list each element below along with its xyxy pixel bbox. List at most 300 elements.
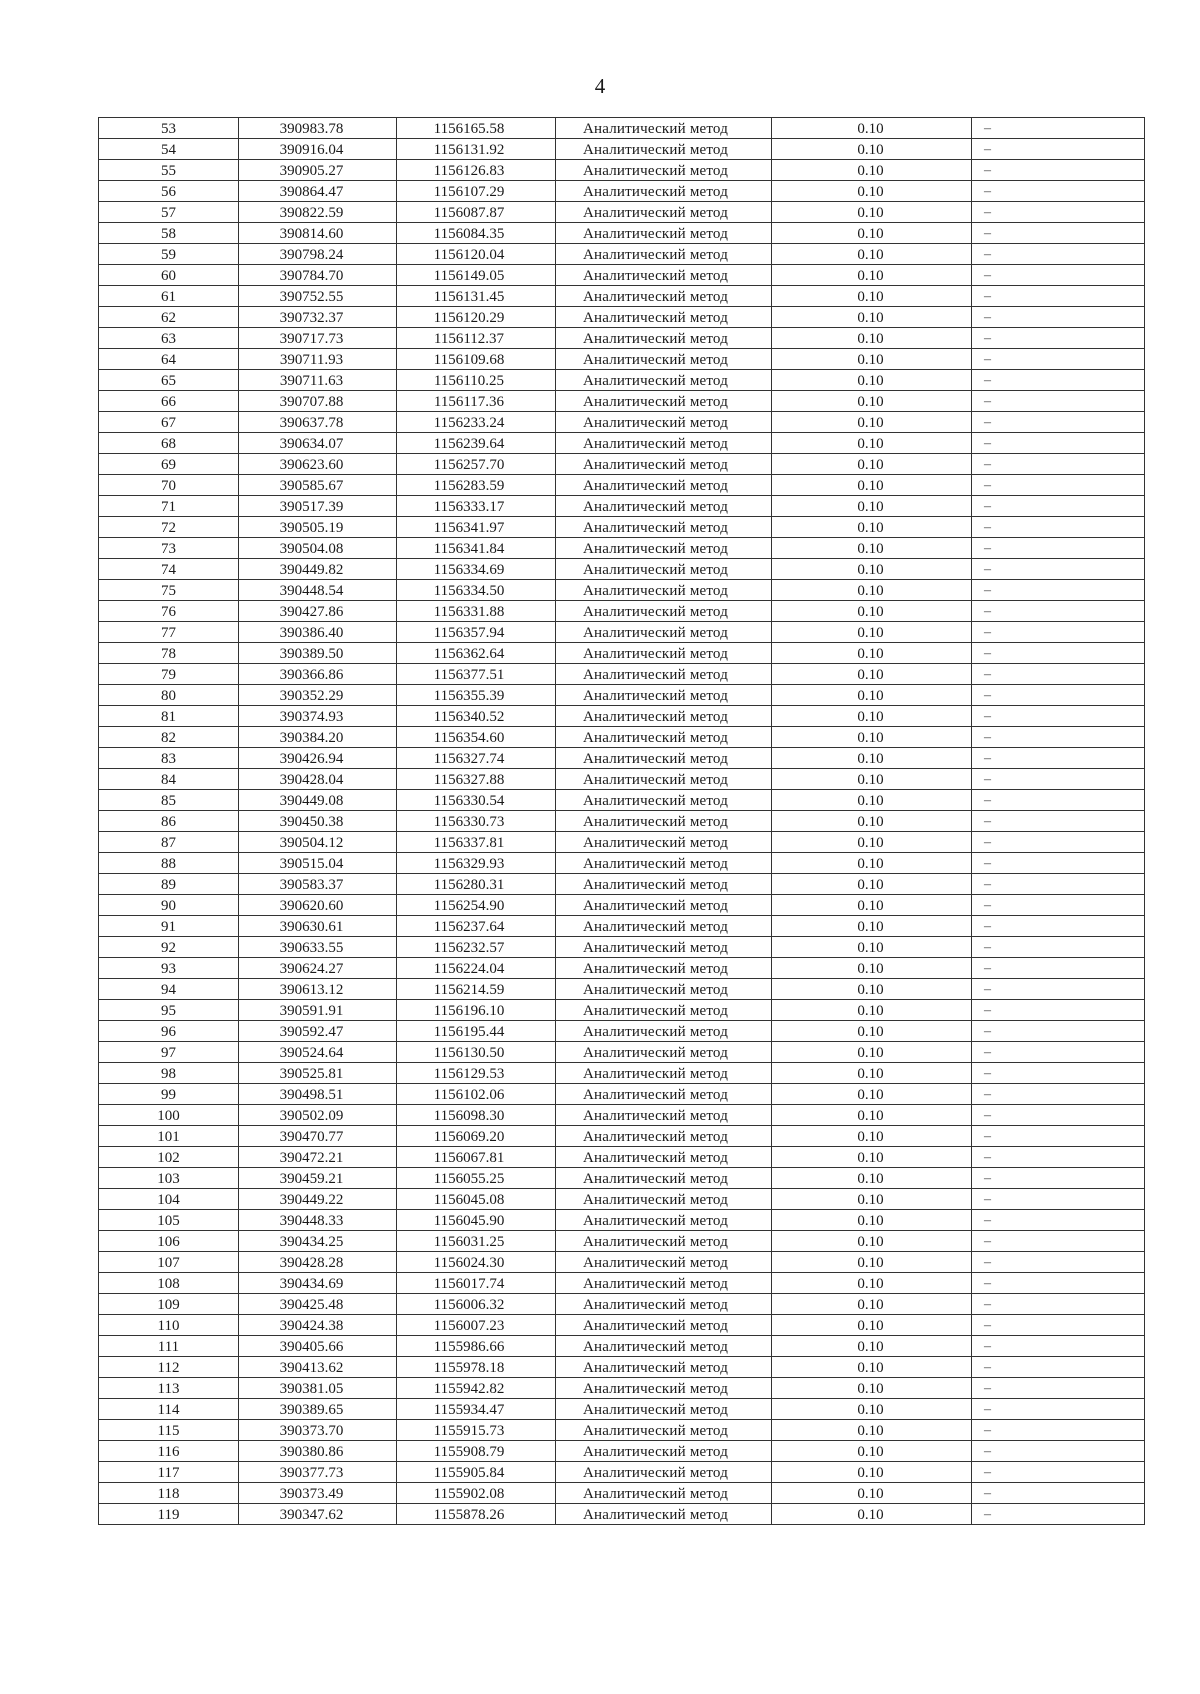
precision-cell: 0.10 — [772, 1273, 972, 1294]
table-row — [99, 517, 1145, 538]
method-cell: Аналитический метод — [556, 1126, 772, 1147]
method-cell: Аналитический метод — [556, 412, 772, 433]
point-number-cell: 75 — [99, 580, 239, 601]
note-cell: – — [972, 1168, 1145, 1189]
precision-cell: 0.10 — [772, 1462, 972, 1483]
point-number-cell: 84 — [99, 769, 239, 790]
x-coordinate-cell: 390366.86 — [239, 664, 397, 685]
note-cell: – — [972, 811, 1145, 832]
precision-cell: 0.10 — [772, 1441, 972, 1462]
method-cell: Аналитический метод — [556, 1294, 772, 1315]
note-cell: – — [972, 1252, 1145, 1273]
point-number-cell: 102 — [99, 1147, 239, 1168]
y-coordinate-cell: 1156067.81 — [397, 1147, 556, 1168]
table-row — [99, 181, 1145, 202]
note-cell: – — [972, 412, 1145, 433]
precision-cell: 0.10 — [772, 181, 972, 202]
method-cell: Аналитический метод — [556, 370, 772, 391]
x-coordinate-cell: 390449.82 — [239, 559, 397, 580]
point-number-cell: 56 — [99, 181, 239, 202]
table-row — [99, 685, 1145, 706]
y-coordinate-cell: 1155986.66 — [397, 1336, 556, 1357]
x-coordinate-cell: 390381.05 — [239, 1378, 397, 1399]
precision-cell: 0.10 — [772, 139, 972, 160]
table-row — [99, 958, 1145, 979]
point-number-cell: 57 — [99, 202, 239, 223]
point-number-cell: 81 — [99, 706, 239, 727]
x-coordinate-cell: 390634.07 — [239, 433, 397, 454]
table-row — [99, 937, 1145, 958]
method-cell: Аналитический метод — [556, 853, 772, 874]
y-coordinate-cell: 1156254.90 — [397, 895, 556, 916]
table-row — [99, 160, 1145, 181]
note-cell: – — [972, 433, 1145, 454]
precision-cell: 0.10 — [772, 244, 972, 265]
method-cell: Аналитический метод — [556, 181, 772, 202]
precision-cell: 0.10 — [772, 916, 972, 937]
method-cell: Аналитический метод — [556, 328, 772, 349]
method-cell: Аналитический метод — [556, 916, 772, 937]
point-number-cell: 79 — [99, 664, 239, 685]
note-cell: – — [972, 1399, 1145, 1420]
point-number-cell: 104 — [99, 1189, 239, 1210]
point-number-cell: 91 — [99, 916, 239, 937]
precision-cell: 0.10 — [772, 979, 972, 1000]
precision-cell: 0.10 — [772, 391, 972, 412]
table-row — [99, 1294, 1145, 1315]
table-row — [99, 706, 1145, 727]
x-coordinate-cell: 390814.60 — [239, 223, 397, 244]
point-number-cell: 69 — [99, 454, 239, 475]
point-number-cell: 107 — [99, 1252, 239, 1273]
precision-cell: 0.10 — [772, 1483, 972, 1504]
method-cell: Аналитический метод — [556, 622, 772, 643]
precision-cell: 0.10 — [772, 223, 972, 244]
note-cell: – — [972, 475, 1145, 496]
y-coordinate-cell: 1156232.57 — [397, 937, 556, 958]
y-coordinate-cell: 1155978.18 — [397, 1357, 556, 1378]
x-coordinate-cell: 390732.37 — [239, 307, 397, 328]
precision-cell: 0.10 — [772, 496, 972, 517]
y-coordinate-cell: 1156130.50 — [397, 1042, 556, 1063]
precision-cell: 0.10 — [772, 832, 972, 853]
precision-cell: 0.10 — [772, 643, 972, 664]
note-cell: – — [972, 979, 1145, 1000]
note-cell: – — [972, 580, 1145, 601]
x-coordinate-cell: 390613.12 — [239, 979, 397, 1000]
table-row — [99, 1063, 1145, 1084]
precision-cell: 0.10 — [772, 412, 972, 433]
precision-cell: 0.10 — [772, 370, 972, 391]
precision-cell: 0.10 — [772, 328, 972, 349]
point-number-cell: 61 — [99, 286, 239, 307]
precision-cell: 0.10 — [772, 748, 972, 769]
precision-cell: 0.10 — [772, 1042, 972, 1063]
method-cell: Аналитический метод — [556, 706, 772, 727]
note-cell: – — [972, 496, 1145, 517]
x-coordinate-cell: 390798.24 — [239, 244, 397, 265]
point-number-cell: 92 — [99, 937, 239, 958]
note-cell: – — [972, 727, 1145, 748]
note-cell: – — [972, 328, 1145, 349]
note-cell: – — [972, 874, 1145, 895]
table-row — [99, 118, 1145, 139]
table-row — [99, 1315, 1145, 1336]
y-coordinate-cell: 1155934.47 — [397, 1399, 556, 1420]
point-number-cell: 114 — [99, 1399, 239, 1420]
precision-cell: 0.10 — [772, 1126, 972, 1147]
point-number-cell: 82 — [99, 727, 239, 748]
y-coordinate-cell: 1156355.39 — [397, 685, 556, 706]
table-row — [99, 580, 1145, 601]
x-coordinate-cell: 390377.73 — [239, 1462, 397, 1483]
table-row — [99, 601, 1145, 622]
point-number-cell: 119 — [99, 1504, 239, 1525]
precision-cell: 0.10 — [772, 685, 972, 706]
method-cell: Аналитический метод — [556, 1462, 772, 1483]
method-cell: Аналитический метод — [556, 1420, 772, 1441]
y-coordinate-cell: 1156327.74 — [397, 748, 556, 769]
point-number-cell: 96 — [99, 1021, 239, 1042]
table-row — [99, 412, 1145, 433]
point-number-cell: 53 — [99, 118, 239, 139]
x-coordinate-cell: 390425.48 — [239, 1294, 397, 1315]
note-cell: – — [972, 1042, 1145, 1063]
note-cell: – — [972, 958, 1145, 979]
x-coordinate-cell: 390515.04 — [239, 853, 397, 874]
point-number-cell: 63 — [99, 328, 239, 349]
x-coordinate-cell: 390472.21 — [239, 1147, 397, 1168]
method-cell: Аналитический метод — [556, 475, 772, 496]
precision-cell: 0.10 — [772, 538, 972, 559]
y-coordinate-cell: 1156084.35 — [397, 223, 556, 244]
y-coordinate-cell: 1156117.36 — [397, 391, 556, 412]
method-cell: Аналитический метод — [556, 538, 772, 559]
y-coordinate-cell: 1155905.84 — [397, 1462, 556, 1483]
method-cell: Аналитический метод — [556, 685, 772, 706]
x-coordinate-cell: 390505.19 — [239, 517, 397, 538]
method-cell: Аналитический метод — [556, 811, 772, 832]
method-cell: Аналитический метод — [556, 1504, 772, 1525]
x-coordinate-cell: 390752.55 — [239, 286, 397, 307]
x-coordinate-cell: 390864.47 — [239, 181, 397, 202]
point-number-cell: 117 — [99, 1462, 239, 1483]
method-cell: Аналитический метод — [556, 286, 772, 307]
x-coordinate-cell: 390459.21 — [239, 1168, 397, 1189]
x-coordinate-cell: 390389.50 — [239, 643, 397, 664]
point-number-cell: 85 — [99, 790, 239, 811]
x-coordinate-cell: 390426.94 — [239, 748, 397, 769]
y-coordinate-cell: 1156330.73 — [397, 811, 556, 832]
point-number-cell: 68 — [99, 433, 239, 454]
x-coordinate-cell: 390637.78 — [239, 412, 397, 433]
y-coordinate-cell: 1156120.29 — [397, 307, 556, 328]
point-number-cell: 109 — [99, 1294, 239, 1315]
point-number-cell: 73 — [99, 538, 239, 559]
x-coordinate-cell: 390384.20 — [239, 727, 397, 748]
note-cell: – — [972, 937, 1145, 958]
method-cell: Аналитический метод — [556, 1063, 772, 1084]
method-cell: Аналитический метод — [556, 1021, 772, 1042]
table-row — [99, 643, 1145, 664]
table-row — [99, 139, 1145, 160]
point-number-cell: 66 — [99, 391, 239, 412]
method-cell: Аналитический метод — [556, 265, 772, 286]
method-cell: Аналитический метод — [556, 1084, 772, 1105]
y-coordinate-cell: 1156334.50 — [397, 580, 556, 601]
method-cell: Аналитический метод — [556, 832, 772, 853]
y-coordinate-cell: 1156341.97 — [397, 517, 556, 538]
x-coordinate-cell: 390524.64 — [239, 1042, 397, 1063]
method-cell: Аналитический метод — [556, 517, 772, 538]
method-cell: Аналитический метод — [556, 244, 772, 265]
y-coordinate-cell: 1156329.93 — [397, 853, 556, 874]
precision-cell: 0.10 — [772, 349, 972, 370]
point-number-cell: 62 — [99, 307, 239, 328]
y-coordinate-cell: 1156126.83 — [397, 160, 556, 181]
y-coordinate-cell: 1156341.84 — [397, 538, 556, 559]
x-coordinate-cell: 390424.38 — [239, 1315, 397, 1336]
table-row — [99, 328, 1145, 349]
x-coordinate-cell: 390448.54 — [239, 580, 397, 601]
note-cell: – — [972, 685, 1145, 706]
precision-cell: 0.10 — [772, 1378, 972, 1399]
precision-cell: 0.10 — [772, 559, 972, 580]
note-cell: – — [972, 1231, 1145, 1252]
method-cell: Аналитический метод — [556, 433, 772, 454]
method-cell: Аналитический метод — [556, 580, 772, 601]
method-cell: Аналитический метод — [556, 874, 772, 895]
point-number-cell: 88 — [99, 853, 239, 874]
method-cell: Аналитический метод — [556, 790, 772, 811]
method-cell: Аналитический метод — [556, 1252, 772, 1273]
point-number-cell: 115 — [99, 1420, 239, 1441]
point-number-cell: 80 — [99, 685, 239, 706]
note-cell: – — [972, 1441, 1145, 1462]
point-number-cell: 98 — [99, 1063, 239, 1084]
point-number-cell: 87 — [99, 832, 239, 853]
x-coordinate-cell: 390448.33 — [239, 1210, 397, 1231]
y-coordinate-cell: 1156331.88 — [397, 601, 556, 622]
table-body — [99, 118, 1145, 1525]
table-row — [99, 811, 1145, 832]
y-coordinate-cell: 1156257.70 — [397, 454, 556, 475]
method-cell: Аналитический метод — [556, 1105, 772, 1126]
note-cell: – — [972, 181, 1145, 202]
x-coordinate-cell: 390413.62 — [239, 1357, 397, 1378]
precision-cell: 0.10 — [772, 1168, 972, 1189]
method-cell: Аналитический метод — [556, 1357, 772, 1378]
point-number-cell: 83 — [99, 748, 239, 769]
y-coordinate-cell: 1156102.06 — [397, 1084, 556, 1105]
precision-cell: 0.10 — [772, 286, 972, 307]
y-coordinate-cell: 1156055.25 — [397, 1168, 556, 1189]
x-coordinate-cell: 390517.39 — [239, 496, 397, 517]
x-coordinate-cell: 390373.70 — [239, 1420, 397, 1441]
x-coordinate-cell: 390470.77 — [239, 1126, 397, 1147]
table-row — [99, 1189, 1145, 1210]
point-number-cell: 105 — [99, 1210, 239, 1231]
y-coordinate-cell: 1156330.54 — [397, 790, 556, 811]
precision-cell: 0.10 — [772, 1147, 972, 1168]
precision-cell: 0.10 — [772, 1231, 972, 1252]
y-coordinate-cell: 1156196.10 — [397, 1000, 556, 1021]
y-coordinate-cell: 1156031.25 — [397, 1231, 556, 1252]
note-cell: – — [972, 748, 1145, 769]
table-row — [99, 664, 1145, 685]
note-cell: – — [972, 1315, 1145, 1336]
x-coordinate-cell: 390389.65 — [239, 1399, 397, 1420]
table-row — [99, 874, 1145, 895]
point-number-cell: 70 — [99, 475, 239, 496]
table-row — [99, 1273, 1145, 1294]
method-cell: Аналитический метод — [556, 202, 772, 223]
y-coordinate-cell: 1156237.64 — [397, 916, 556, 937]
x-coordinate-cell: 390405.66 — [239, 1336, 397, 1357]
y-coordinate-cell: 1155902.08 — [397, 1483, 556, 1504]
method-cell: Аналитический метод — [556, 160, 772, 181]
point-number-cell: 54 — [99, 139, 239, 160]
x-coordinate-cell: 390374.93 — [239, 706, 397, 727]
method-cell: Аналитический метод — [556, 559, 772, 580]
y-coordinate-cell: 1156283.59 — [397, 475, 556, 496]
table-row — [99, 1378, 1145, 1399]
table-row — [99, 1483, 1145, 1504]
note-cell: – — [972, 286, 1145, 307]
point-number-cell: 103 — [99, 1168, 239, 1189]
y-coordinate-cell: 1156120.04 — [397, 244, 556, 265]
table-row — [99, 1504, 1145, 1525]
method-cell: Аналитический метод — [556, 391, 772, 412]
y-coordinate-cell: 1156110.25 — [397, 370, 556, 391]
precision-cell: 0.10 — [772, 790, 972, 811]
table-row — [99, 1084, 1145, 1105]
note-cell: – — [972, 160, 1145, 181]
x-coordinate-cell: 390905.27 — [239, 160, 397, 181]
note-cell: – — [972, 517, 1145, 538]
x-coordinate-cell: 390633.55 — [239, 937, 397, 958]
table-row — [99, 559, 1145, 580]
coordinates-table — [98, 117, 1145, 1525]
method-cell: Аналитический метод — [556, 1210, 772, 1231]
method-cell: Аналитический метод — [556, 895, 772, 916]
table-row — [99, 1147, 1145, 1168]
point-number-cell: 65 — [99, 370, 239, 391]
y-coordinate-cell: 1156377.51 — [397, 664, 556, 685]
point-number-cell: 78 — [99, 643, 239, 664]
precision-cell: 0.10 — [772, 1210, 972, 1231]
note-cell: – — [972, 1336, 1145, 1357]
table-row — [99, 1399, 1145, 1420]
precision-cell: 0.10 — [772, 664, 972, 685]
table-row — [99, 307, 1145, 328]
table-row — [99, 433, 1145, 454]
method-cell: Аналитический метод — [556, 1147, 772, 1168]
note-cell: – — [972, 139, 1145, 160]
y-coordinate-cell: 1156098.30 — [397, 1105, 556, 1126]
x-coordinate-cell: 390711.63 — [239, 370, 397, 391]
table-row — [99, 1462, 1145, 1483]
y-coordinate-cell: 1156334.69 — [397, 559, 556, 580]
point-number-cell: 55 — [99, 160, 239, 181]
precision-cell: 0.10 — [772, 601, 972, 622]
method-cell: Аналитический метод — [556, 1483, 772, 1504]
y-coordinate-cell: 1156233.24 — [397, 412, 556, 433]
x-coordinate-cell: 390380.86 — [239, 1441, 397, 1462]
note-cell: – — [972, 832, 1145, 853]
method-cell: Аналитический метод — [556, 1336, 772, 1357]
method-cell: Аналитический метод — [556, 1315, 772, 1336]
table-row — [99, 769, 1145, 790]
table-row — [99, 979, 1145, 1000]
point-number-cell: 112 — [99, 1357, 239, 1378]
page-number: 4 — [594, 74, 606, 98]
point-number-cell: 111 — [99, 1336, 239, 1357]
y-coordinate-cell: 1156224.04 — [397, 958, 556, 979]
y-coordinate-cell: 1155908.79 — [397, 1441, 556, 1462]
method-cell: Аналитический метод — [556, 727, 772, 748]
method-cell: Аналитический метод — [556, 454, 772, 475]
note-cell: – — [972, 370, 1145, 391]
note-cell: – — [972, 1147, 1145, 1168]
method-cell: Аналитический метод — [556, 601, 772, 622]
y-coordinate-cell: 1156165.58 — [397, 118, 556, 139]
precision-cell: 0.10 — [772, 160, 972, 181]
table-row — [99, 748, 1145, 769]
note-cell: – — [972, 1021, 1145, 1042]
y-coordinate-cell: 1155915.73 — [397, 1420, 556, 1441]
y-coordinate-cell: 1156340.52 — [397, 706, 556, 727]
point-number-cell: 64 — [99, 349, 239, 370]
point-number-cell: 116 — [99, 1441, 239, 1462]
table-row — [99, 1126, 1145, 1147]
y-coordinate-cell: 1156045.08 — [397, 1189, 556, 1210]
table-row — [99, 265, 1145, 286]
table-row — [99, 244, 1145, 265]
note-cell: – — [972, 1000, 1145, 1021]
point-number-cell: 74 — [99, 559, 239, 580]
note-cell: – — [972, 916, 1145, 937]
x-coordinate-cell: 390784.70 — [239, 265, 397, 286]
note-cell: – — [972, 790, 1145, 811]
precision-cell: 0.10 — [772, 622, 972, 643]
y-coordinate-cell: 1155942.82 — [397, 1378, 556, 1399]
table-row — [99, 1441, 1145, 1462]
precision-cell: 0.10 — [772, 958, 972, 979]
y-coordinate-cell: 1156109.68 — [397, 349, 556, 370]
table-row — [99, 202, 1145, 223]
precision-cell: 0.10 — [772, 580, 972, 601]
method-cell: Аналитический метод — [556, 937, 772, 958]
note-cell: – — [972, 1105, 1145, 1126]
method-cell: Аналитический метод — [556, 223, 772, 244]
method-cell: Аналитический метод — [556, 1273, 772, 1294]
precision-cell: 0.10 — [772, 1063, 972, 1084]
method-cell: Аналитический метод — [556, 1042, 772, 1063]
x-coordinate-cell: 390352.29 — [239, 685, 397, 706]
precision-cell: 0.10 — [772, 475, 972, 496]
note-cell: – — [972, 538, 1145, 559]
precision-cell: 0.10 — [772, 1189, 972, 1210]
point-number-cell: 113 — [99, 1378, 239, 1399]
y-coordinate-cell: 1156131.92 — [397, 139, 556, 160]
method-cell: Аналитический метод — [556, 496, 772, 517]
y-coordinate-cell: 1156354.60 — [397, 727, 556, 748]
precision-cell: 0.10 — [772, 1357, 972, 1378]
x-coordinate-cell: 390916.04 — [239, 139, 397, 160]
table-row — [99, 1231, 1145, 1252]
note-cell: – — [972, 601, 1145, 622]
